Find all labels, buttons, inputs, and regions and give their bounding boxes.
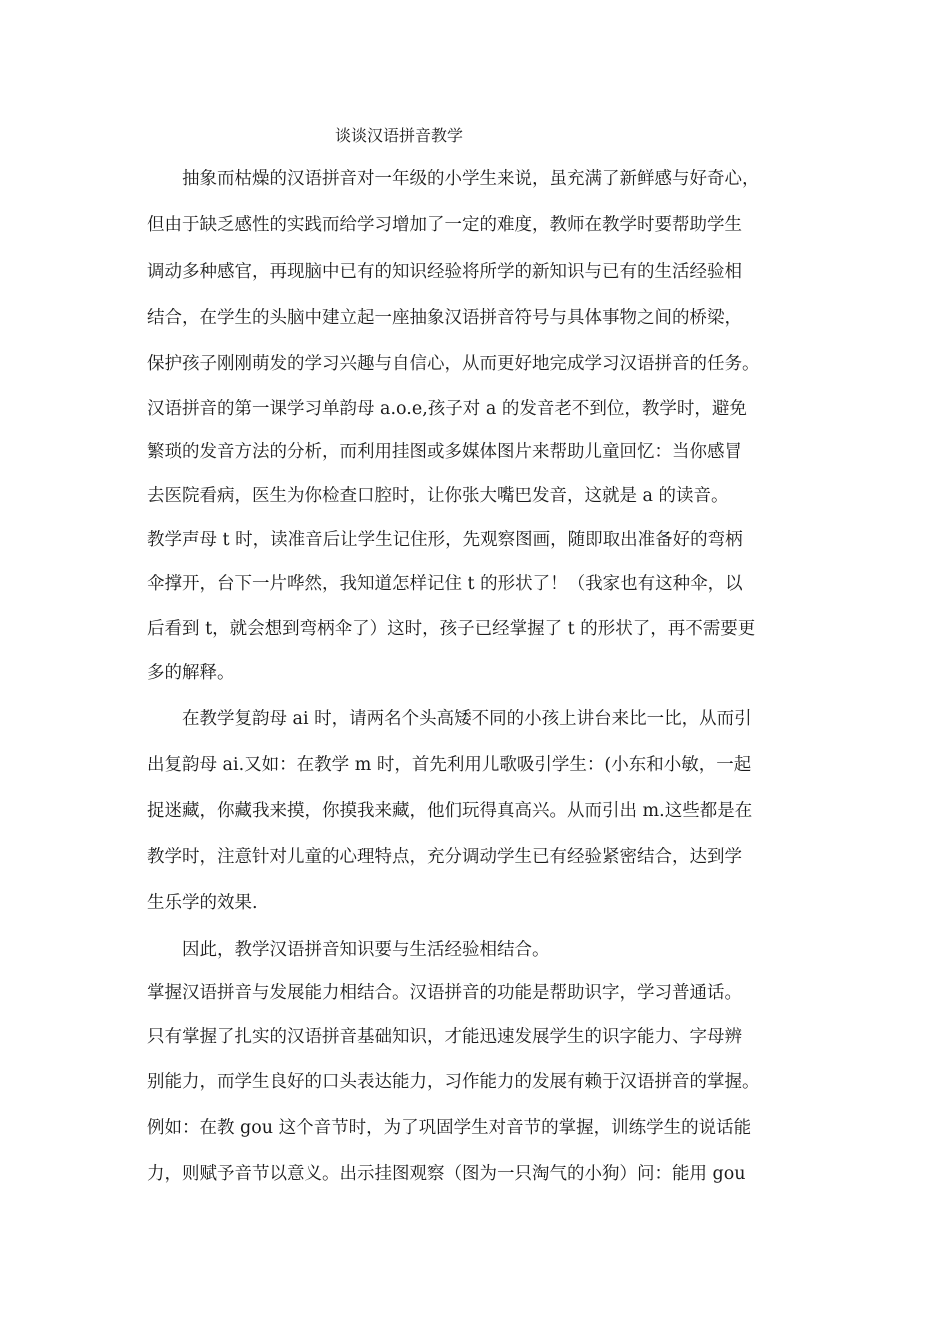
text-line-3: 调动多种感官，再现脑中已有的知识经验将所学的新知识与已有的生活经验相 xyxy=(147,262,742,282)
text-line-17: 生乐学的效果. xyxy=(147,893,258,913)
text-line-23: 力，则赋予音节以意义。出示挂图观察（图为一只淘气的小狗）问：能用 gou xyxy=(147,1164,746,1184)
text-line-11: 后看到 t，就会想到弯柄伞了）这时，孩子已经掌握了 t 的形状了，再不需要更 xyxy=(147,619,756,639)
text-line-15: 捉迷藏，你藏我来摸，你摸我来藏，他们玩得真高兴。从而引出 m.这些都是在 xyxy=(147,801,753,821)
text-line-21: 别能力，而学生良好的口头表达能力，习作能力的发展有赖于汉语拼音的掌握。 xyxy=(147,1072,760,1092)
text-line-22: 例如：在教 gou 这个音节时，为了巩固学生对音节的掌握，训练学生的说话能 xyxy=(147,1118,752,1138)
text-line-8: 去医院看病，医生为你检查口腔时，让你张大嘴巴发音，这就是 a 的读音。 xyxy=(147,486,729,506)
text-line-6: 汉语拼音的第一课学习单韵母 a.o.e,孩子对 a 的发音老不到位，教学时，避免 xyxy=(147,399,747,419)
text-line-16: 教学时，注意针对儿童的心理特点，充分调动学生已有经验紧密结合，达到学 xyxy=(147,847,742,867)
text-line-14: 出复韵母 ai.又如：在教学 m 时，首先利用儿歌吸引学生：(小东和小敏，一起 xyxy=(147,755,752,775)
document-title: 谈谈汉语拼音教学 xyxy=(335,126,464,145)
text-line-13: 在教学复韵母 ai 时，请两名个头高矮不同的小孩上讲台来比一比，从而引 xyxy=(182,709,752,729)
text-line-20: 只有掌握了扎实的汉语拼音基础知识，才能迅速发展学生的识字能力、字母辨 xyxy=(147,1027,742,1047)
text-line-9: 教学声母 t 时，读准音后让学生记住形，先观察图画，随即取出准备好的弯柄 xyxy=(147,530,743,550)
text-line-1: 抽象而枯燥的汉语拼音对一年级的小学生来说，虽充满了新鲜感与好奇心， xyxy=(182,169,760,189)
text-line-10: 伞撑开，台下一片哗然，我知道怎样记住 t 的形状了！（我家也有这种伞，以 xyxy=(147,574,743,594)
text-line-2: 但由于缺乏感性的实践而给学习增加了一定的难度，教师在教学时要帮助学生 xyxy=(147,215,742,235)
text-line-4: 结合，在学生的头脑中建立起一座抽象汉语拼音符号与具体事物之间的桥梁， xyxy=(147,308,742,328)
text-line-19: 掌握汉语拼音与发展能力相结合。汉语拼音的功能是帮助识字，学习普通话。 xyxy=(147,983,742,1003)
text-line-18: 因此，教学汉语拼音知识要与生活经验相结合。 xyxy=(182,940,550,960)
text-line-12: 多的解释。 xyxy=(147,663,235,683)
text-line-7: 繁琐的发音方法的分析，而利用挂图或多媒体图片来帮助儿童回忆：当你感冒 xyxy=(147,442,742,462)
text-line-5: 保护孩子刚刚萌发的学习兴趣与自信心，从而更好地完成学习汉语拼音的任务。 xyxy=(147,354,760,374)
